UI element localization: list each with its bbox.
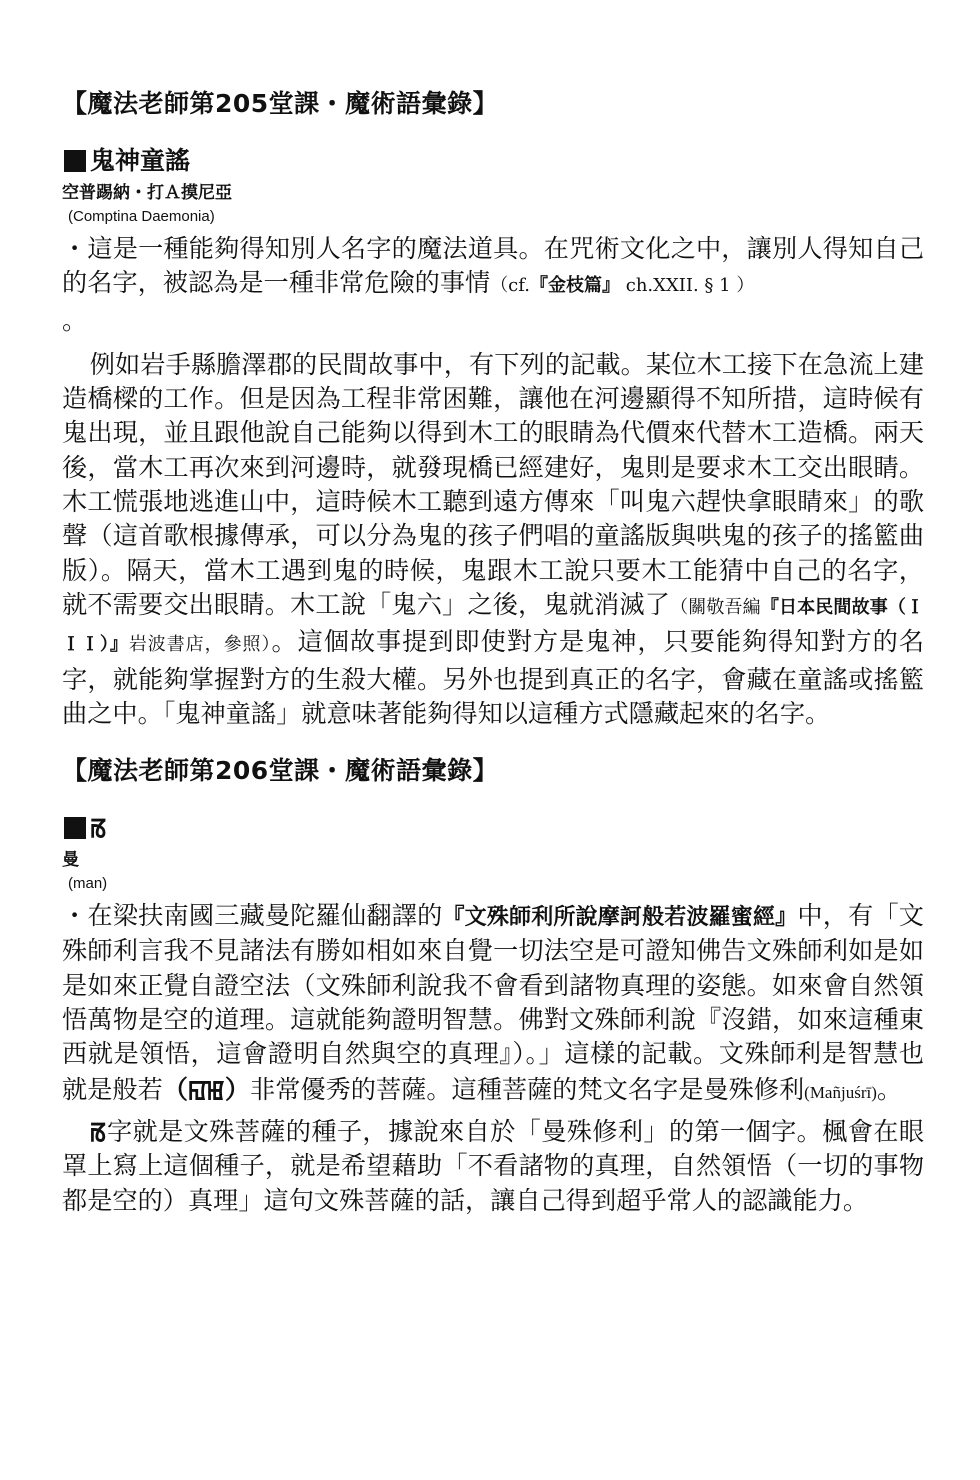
- citation-book: 『日本民間故事（ＩＩＩ）』: [62, 596, 925, 656]
- black-square-icon: [64, 150, 86, 172]
- sanskrit-name: (Mañjuśrī): [804, 1082, 877, 1102]
- paragraph-1: [62, 899, 924, 1110]
- page: [62, 86, 924, 1218]
- entry-title-text: 鬼神童謠: [90, 146, 191, 175]
- section-header: 【魔法老師第205堂課・魔術語彙錄】: [62, 89, 499, 118]
- entry-reading: 曼: [62, 850, 79, 871]
- siddham-man-glyph: ꡏ: [90, 813, 107, 843]
- citation-chapter: ch.XXII. § 1 ）: [620, 275, 755, 297]
- citation-book: 『金枝篇』: [530, 275, 621, 297]
- entry-title: [62, 144, 924, 178]
- paragraph-end: 。: [62, 305, 88, 335]
- entry-title: [62, 811, 924, 845]
- paragraph-end: 。: [876, 1074, 903, 1104]
- paragraph-text: ・在梁扶南國三藏曼陀羅仙翻譯的: [62, 901, 443, 931]
- black-square-icon: [64, 817, 86, 839]
- entry-latin-name: (Comptina Daemonia): [68, 208, 215, 225]
- section-header: 【魔法老師第206堂課・魔術語彙錄】: [62, 756, 499, 786]
- citation-open: （關敬吾編: [670, 596, 761, 618]
- citation-open: （cf.: [490, 275, 531, 297]
- paragraph-1: [62, 232, 924, 338]
- sutra-title: 『文殊師利所說摩訶般若波羅蜜經』: [442, 904, 798, 931]
- section-205: [62, 86, 924, 731]
- siddham-man-glyph: ꡏ: [89, 1115, 107, 1146]
- paragraph-2: [62, 348, 924, 731]
- paragraph-text: 中，有「文殊師利言我不見諸法有勝如相如來自覺一切法空是可證知佛告文殊師利如是如是如來正覺自證空法（文殊師利說我不會看到諸物真理的姿態。如來會自然領悟萬物是空的道理。這就能夠證明智慧。佛對文殊師利說『沒錯，如來這種東西就是領悟，這會證明自然與空的真理』）。」這樣的記載。文殊師利是智慧也就是般若: [62, 901, 924, 1104]
- paragraph-text: 。這個故事提到即使對方是鬼神，只要能夠得知對方的名字，就能夠掌握對方的生殺大權。另外也提到真正的名字，會藏在童謠或搖籃曲之中。「鬼神童謠」就意味著能夠得知以這種方式隱藏起來的名字。: [62, 627, 924, 728]
- paragraph-text: 非常優秀的菩薩。這種菩薩的梵文名字是曼殊修利: [250, 1074, 805, 1104]
- paragraph-text: 例如岩手縣膽澤郡的民間故事中，有下列的記載。某位木工接下在急流上建造橋樑的工作。但是因為工程非常困難，讓他在河邊顯得不知所措，這時候有鬼出現，並且跟他說自己能夠以得到木工的眼睛為代價來代替木工造橋。兩天後，當木工再次來到河邊時，就發現橋已經建好，鬼則是要求木工交出眼睛。木工慌張地逃進山中，這時候木工聽到遠方傳來「叫鬼六趕快拿眼睛來」的歌聲（這首歌根據傳承，可以分為鬼的孩子們唱的童謠版與哄鬼的孩子的搖籃曲版）。隔天，當木工遇到鬼的時候，鬼跟木工說只要木工能猜中自己的名字，就不需要交出眼睛。木工說「鬼六」之後，鬼就消滅了: [62, 349, 924, 619]
- siddham-prajna-glyph: （ꡎꡅ）: [162, 1073, 251, 1104]
- section-206: [62, 753, 924, 1218]
- paragraph-text: ・這是一種能夠得知別人名字的魔法道具。在咒術文化之中，讓別人得知自己的名字，被認為是一種非常危險的事情: [62, 234, 924, 298]
- entry-latin-name: (man): [68, 875, 108, 893]
- citation-publisher: 岩波書店，參照）: [128, 634, 272, 656]
- entry-reading: 空普踢納・打Ａ摸尼亞: [62, 183, 232, 203]
- paragraph-text: 字就是文殊菩薩的種子，據說來自於「曼殊修利」的第一個字。楓會在眼罩上寫上這個種子，就是希望藉助「不看諸物的真理，自然領悟（一切的事物都是空的）真理」這句文殊菩薩的話，讓自己得到超乎常人的認識能力。: [62, 1116, 924, 1215]
- paragraph-2: [62, 1114, 924, 1218]
